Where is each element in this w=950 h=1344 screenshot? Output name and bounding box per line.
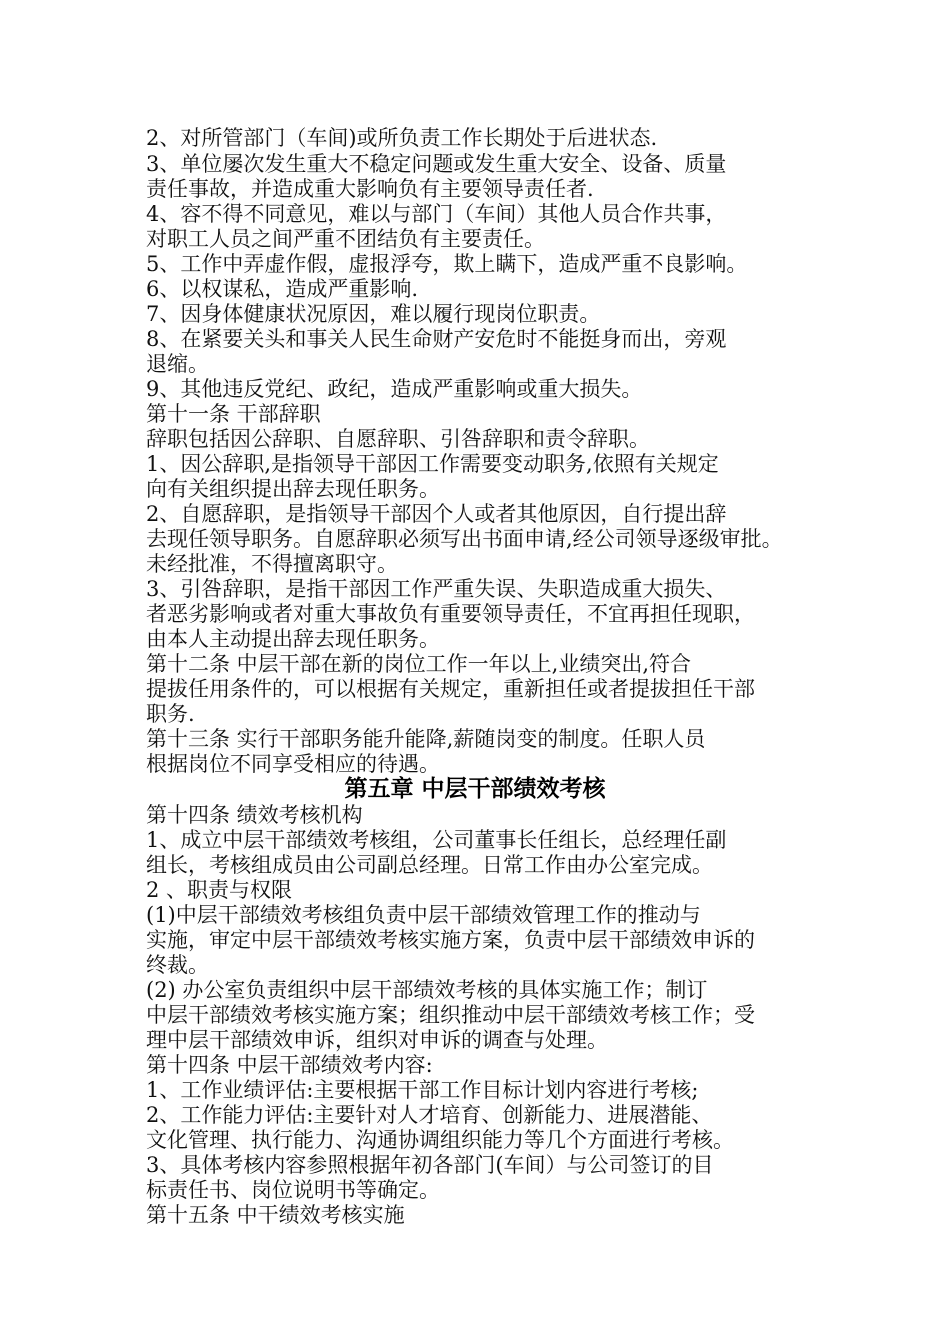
text-line: 1、工作业绩评估:主要根据干部工作目标计划内容进行考核; [146,1078,699,1102]
text-line: 1、成立中层干部绩效考核组，公司董事长任组长，总经理任副 [146,828,727,852]
text-line: 3、单位屡次发生重大不稳定问题或发生重大安全、设备、质量 [146,152,727,176]
text-line: 组长，考核组成员由公司副总经理。日常工作由办公室完成。 [146,853,713,877]
text-line: 5、工作中弄虚作假，虚报浮夸，欺上瞒下，造成严重不良影响。 [146,252,748,276]
article-heading: 第十四条 绩效考核机构 [146,803,363,827]
text-line: 责任事故，并造成重大影响负有主要领导责任者. [146,177,594,201]
text-line: 终裁。 [146,953,209,977]
article-heading: 第十四条 中层干部绩效考内容: [146,1053,433,1077]
text-line: 3、引咎辞职，是指干部因工作严重失误、失职造成重大损失、 [146,577,727,601]
text-line: 1、因公辞职,是指领导干部因工作需要变动职务,依照有关规定 [146,452,719,476]
text-line: 4、容不得不同意见，难以与部门（车间）其他人员合作共事， [146,202,727,226]
text-line: 第十二条 中层干部在新的岗位工作一年以上,业绩突出,符合 [146,652,692,676]
text-line: 6、以权谋私，造成严重影响. [146,277,419,301]
text-line: 实施，审定中层干部绩效考核实施方案，负责中层干部绩效申诉的 [146,928,755,952]
text-line: 7、因身体健康状况原因，难以履行现岗位职责。 [146,302,601,326]
text-line: 中层干部绩效考核实施方案；组织推动中层干部绩效考核工作；受 [146,1003,755,1027]
text-line: 9、其他违反党纪、政纪，造成严重影响或重大损失。 [146,377,643,401]
text-line: 标责任书、岗位说明书等确定。 [146,1178,440,1202]
text-line: 2、自愿辞职，是指领导干部因个人或者其他原因，自行提出辞 [146,502,727,526]
text-line: 2、对所管部门（车间)或所负责工作长期处于后进状态. [146,126,658,150]
text-line: (1)中层干部绩效考核组负责中层干部绩效管理工作的推动与 [146,903,701,927]
text-line: 退缩。 [146,352,209,376]
text-line: 去现任领导职务。自愿辞职必须写出书面申请,经公司领导逐级审批。 [146,527,783,551]
text-line: 由本人主动提出辞去现任职务。 [146,627,440,651]
text-line: 未经批准，不得擅离职守。 [146,552,398,576]
text-line: 对职工人员之间严重不团结负有主要责任。 [146,227,545,251]
text-line: 根据岗位不同享受相应的待遇。 [146,752,440,776]
text-line: 2、工作能力评估:主要针对人才培育、创新能力、进展潜能、 [146,1103,713,1127]
text-line: 辞职包括因公辞职、自愿辞职、引咎辞职和责令辞职。 [146,427,650,451]
text-line: 2 、职责与权限 [146,878,293,902]
chapter-heading: 第五章 中层干部绩效考核 [344,776,606,802]
text-line: 文化管理、执行能力、沟通协调组织能力等几个方面进行考核。 [146,1128,734,1152]
text-line: 向有关组织提出辞去现任职务。 [146,477,440,501]
article-heading: 第十五条 中干绩效考核实施 [146,1203,405,1227]
text-line: 8、在紧要关头和事关人民生命财产安危时不能挺身而出，旁观 [146,327,727,351]
text-line: 3、具体考核内容参照根据年初各部门(车间）与公司签订的目 [146,1153,714,1177]
text-line: 第十三条 实行干部职务能升能降,薪随岗变的制度。任职人员 [146,727,706,751]
text-line: (2) 办公室负责组织中层干部绩效考核的具体实施工作；制订 [146,978,708,1002]
article-heading: 第十一条 干部辞职 [146,402,321,426]
text-line: 提拔任用条件的，可以根据有关规定，重新担任或者提拔担任干部 [146,677,755,701]
text-line: 职务. [146,702,195,726]
text-line: 理中层干部绩效申诉，组织对申诉的调查与处理。 [146,1028,608,1052]
text-line: 者恶劣影响或者对重大事故负有重要领导责任，不宜再担任现职， [146,602,755,626]
